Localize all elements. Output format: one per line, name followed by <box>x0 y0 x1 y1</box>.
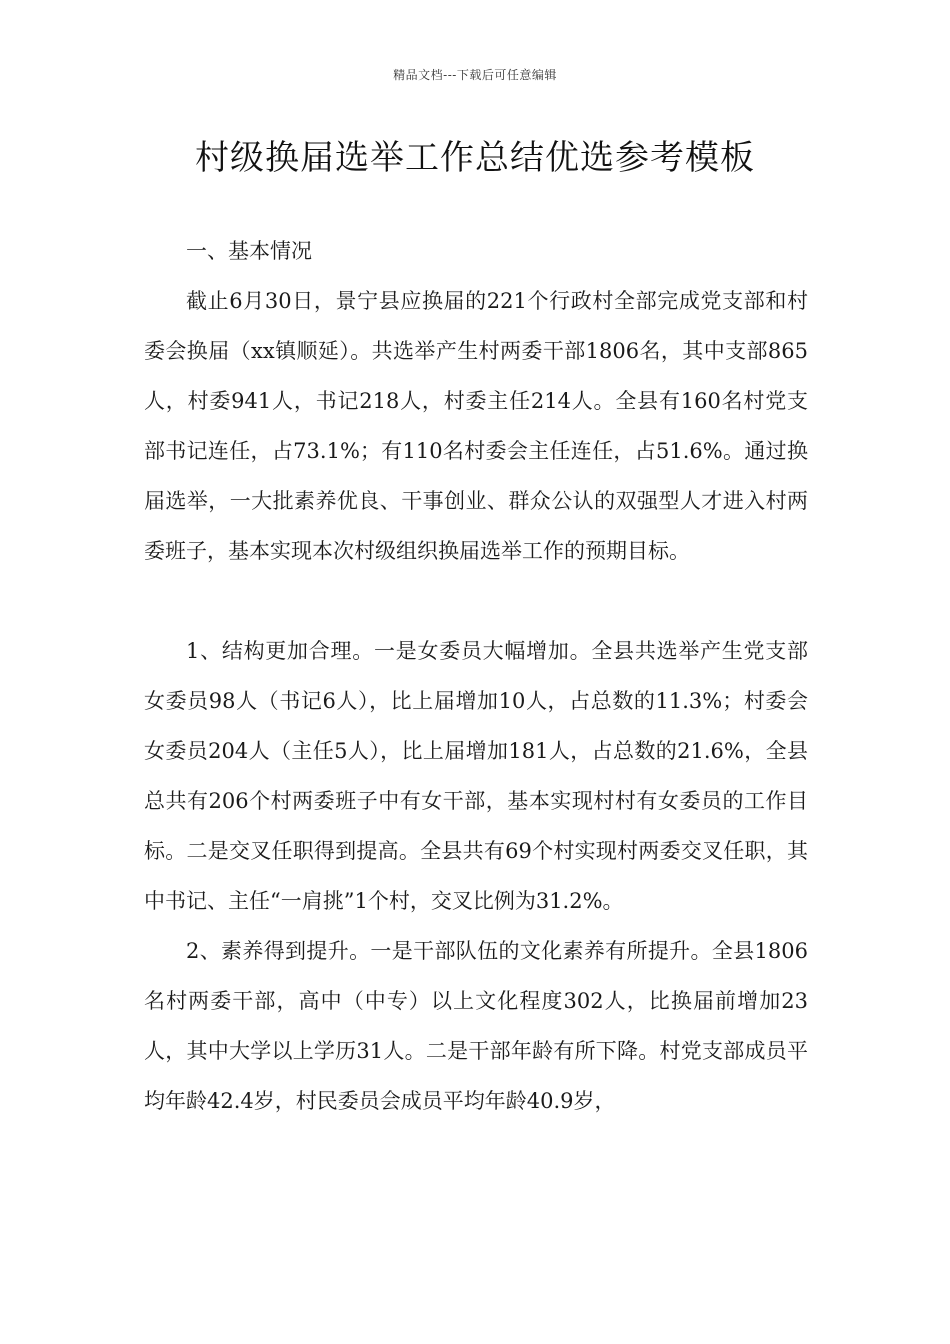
paragraph-structure: 1、结构更加合理。一是女委员大幅增加。全县共选举产生党支部女委员98人（书记6人），比上届增加10人，占总数的11.3%；村委会女委员204人（主任5人），比上届增加181人，占总数的21.6%，全县总共有206个村两委班子中有女干部，基本实现村村有女委员的工作目标。二是交叉任职得到提高。全县共有69个村实现村两委交叉任职，其中书记、主任“一肩挑”1个村，交叉比例为31.2%。 <box>144 639 808 913</box>
section-heading-basic-situation: 一、基本情况 <box>186 239 312 263</box>
paragraph-gap <box>144 576 808 626</box>
paragraph-quality: 2、素养得到提升。一是干部队伍的文化素养有所提升。全县1806名村两委干部，高中（中专）以上文化程度302人，比换届前增加23人，其中大学以上学历31人。二是干部年龄有所下降。村党支部成员平均年龄42.4岁，村民委员会成员平均年龄40.9岁， <box>144 939 808 1113</box>
header-note: 精品文档---下载后可任意编辑 <box>393 68 557 82</box>
document-title: 村级换届选举工作总结优选参考模板 <box>195 138 755 178</box>
document-body <box>144 226 808 1126</box>
paragraph-overview: 截止6月30日，景宁县应换届的221个行政村全部完成党支部和村委会换届（xx镇顺延）。共选举产生村两委干部1806名，其中支部865人，村委941人，书记218人，村委主任214人。全县有160名村党支部书记连任，占73.1%；有110名村委会主任连任，占51.6%。通过换届选举，一大批素养优良、干事创业、群众公认的双强型人才进入村两委班子，基本实现本次村级组织换届选举工作的预期目标。 <box>144 289 808 563</box>
